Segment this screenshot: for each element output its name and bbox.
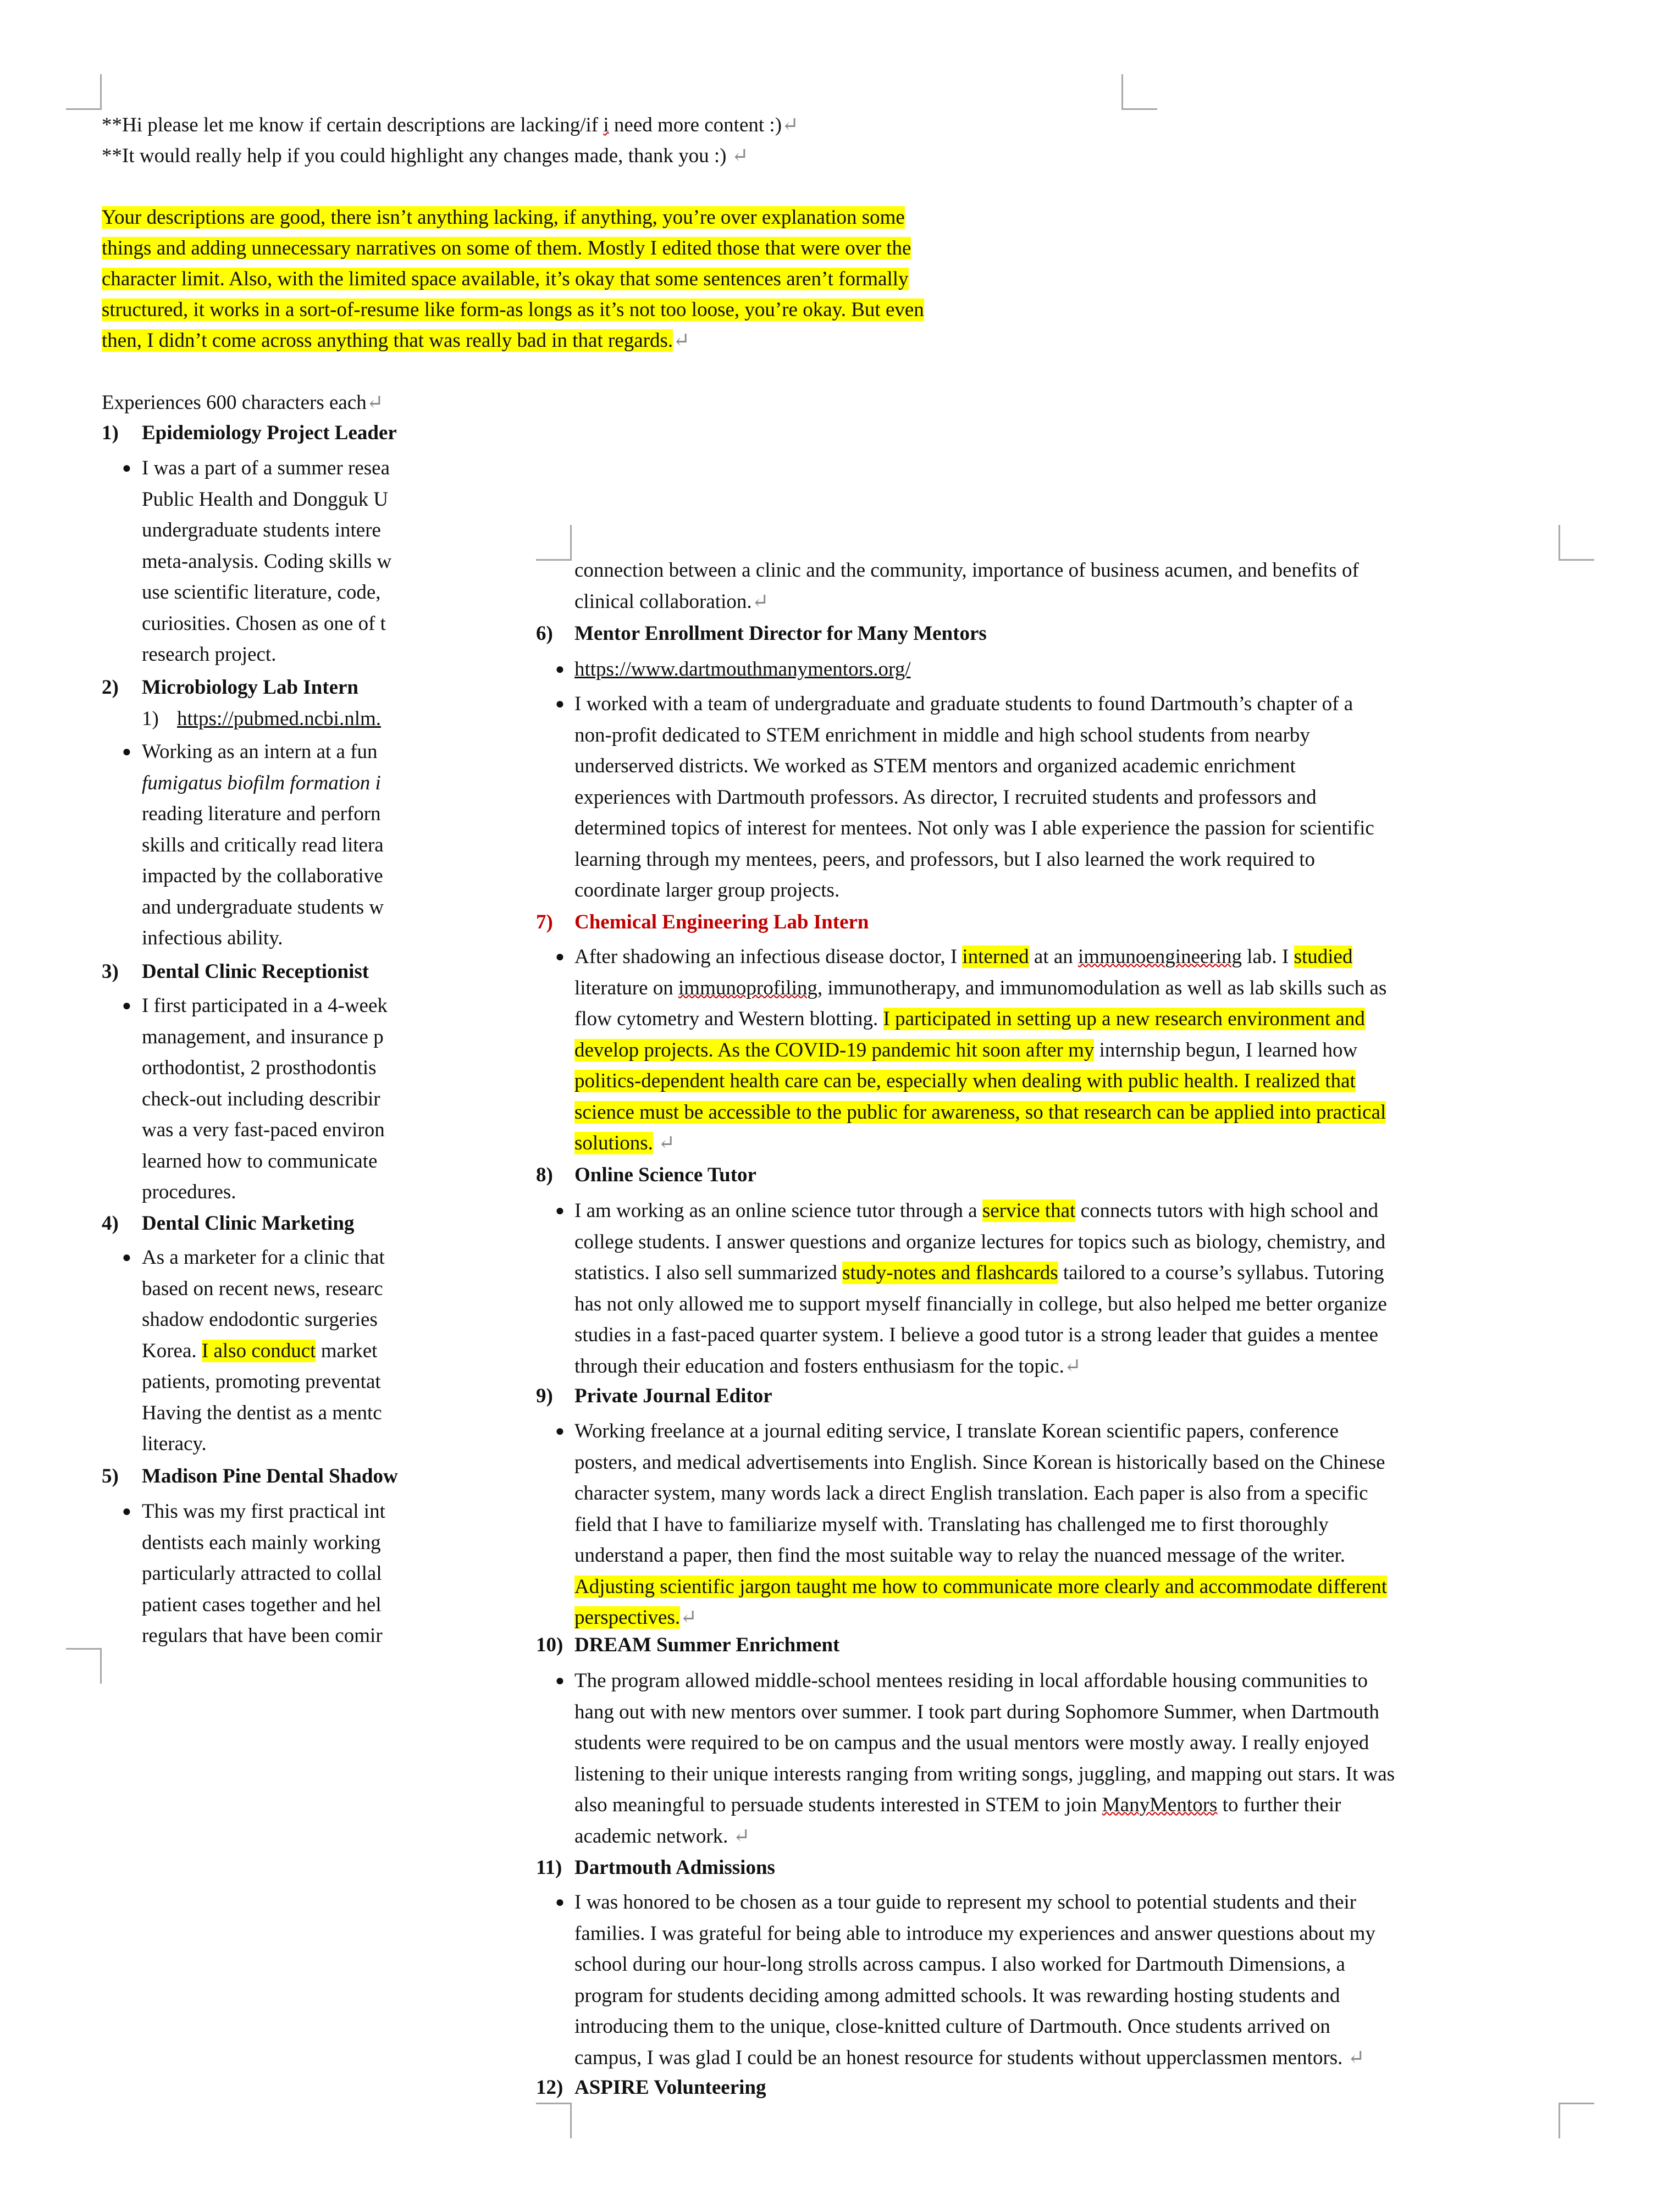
crop-mark-top-left [66,74,102,110]
item-5-text: This was my first practical int dentists each mainly working particularly attracted to collal patient cases together and hel regulars that have been comir [142,1500,385,1647]
item-8-title: Online Science Tutor [574,1164,756,1186]
item-11-number: 11) [536,1856,562,1879]
bullet-icon: ● [555,661,565,678]
item-6-number: 6) [536,622,553,645]
feedback-line-2: things and adding unnecessary narratives on some of them. Mostly I edited those that were over the [102,237,911,259]
item-7-number: 7) [536,911,553,933]
feedback-line-3: character limit. Also, with the limited space available, it’s okay that some sentences aren’t formally [102,268,909,290]
bullet-icon: ● [122,460,131,477]
bullet-icon: ● [555,1672,565,1689]
item-2-sub-number: 1) [142,707,159,730]
section-title: Experiences 600 characters each↵ [102,391,384,414]
item-7-text: After shadowing an infectious disease doctor, I interned at an immunoengineering lab. I studied literature on immunoprofiling, immunotherapy, and immunomodulation as well as lab skills such as flow cytometry and Western blotting. I participated in setting up a new research environment and develop projects. As the COVID-19 pandemic hit soon after my internship begun, I learned how politics-dependent health care can be, especially when dealing with public health. I realized that science must be accessible to the public for awareness, so that research can be applied into practical solutions. ↵ [574,945,1387,1154]
item-5-number: 5) [102,1465,119,1487]
bullet-icon: ● [122,1503,131,1520]
bullet-icon: ● [555,1423,565,1440]
item-9-title: Private Journal Editor [574,1385,772,1407]
feedback-line-1: Your descriptions are good, there isn’t anything lacking, if anything, you’re over explanation some [102,206,905,229]
bullet-icon: ● [555,695,565,712]
note-line-2: **It would really help if you could highlight any changes made, thank you :) ↵ [102,145,749,167]
item-8-text: I am working as an online science tutor through a service that connects tutors with high school and college students. I answer questions and organize lectures for topics such as biology, chemistry, and statistics. I also sell summarized study-notes and flashcards tailored to a course’s syllabus. Tutoring has not only allowed me to support myself financially in college, but also helped me better organize studies in a fast-paced quarter system. I believe a good tutor is a strong leader that guides a mentee through their education and fosters enthusiasm for the topic.↵ [574,1199,1387,1378]
item-3-text: I first participated in a 4-week management, and insurance p orthodontist, 2 prosthodontis check-out including describir was a very fast-paced environ learned how to communicate procedures. [142,994,388,1203]
item-1-number: 1) [102,422,119,444]
item-12-number: 12) [536,2076,563,2099]
item-11-title: Dartmouth Admissions [574,1856,775,1879]
item-1-title: Epidemiology Project Leader [142,422,397,444]
item-10-text: The program allowed middle-school mentees residing in local affordable housing communities to hang out with new mentors over summer. I took part during Sophomore Summer, when Dartmouth students were required to be on campus and the usual mentors were mostly away. I really enjoyed listening to their unique interests ranging from writing songs, juggling, and mapping out stars. It was also meaningful to persuade students interested in STEM to join ManyMentors to further their academic network. ↵ [574,1669,1395,1848]
item-3-title: Dental Clinic Receptionist [142,960,369,983]
bullet-icon: ● [555,1202,565,1219]
item-8-number: 8) [536,1164,553,1186]
feedback-line-4: structured, it works in a sort-of-resume like form-as longs as it’s not too loose, you’re okay. But even [102,298,924,321]
note-line-1: **Hi please let me know if certain descriptions are lacking/if i need more content :)↵ [102,114,799,136]
item-6-text: I worked with a team of undergraduate and graduate students to found Dartmouth’s chapter of a non-profit dedicated to STEM enrichment in middle and high school students from nearby underserved districts. We worked as STEM mentors and organized academic enrichment experiences with Dartmouth professors. As director, I recruited students and professors and determined topics of interest for mentees. Not only was I able experience the passion for scientific learning through my mentees, peers, and professors, but I also learned the work required to coordinate larger group projects. [574,693,1374,902]
bullet-icon: ● [555,1894,565,1911]
crop-mark-bottom-right [1559,2103,1594,2138]
crop-mark-top-right [1559,525,1594,561]
item-2-text: Working as an intern at a fun fumigatus biofilm formation i reading literature and perforn skills and critically read litera impacted by the collaborative and undergraduate students w infectious ability. [142,740,384,949]
crop-mark-top-right [1121,74,1157,110]
crop-mark-top-left [536,525,572,561]
item-6-title: Mentor Enrollment Director for Many Mentors [574,622,987,645]
item-3-number: 3) [102,960,119,983]
item-4-title: Dental Clinic Marketing [142,1212,355,1235]
item-4-number: 4) [102,1212,119,1235]
item-2-link[interactable]: https://pubmed.ncbi.nlm. [177,707,382,730]
crop-mark-bottom-left [66,1648,102,1684]
bullet-icon: ● [122,997,131,1014]
item-9-text: Working freelance at a journal editing service, I translate Korean scientific papers, conference posters, and medical advertisements into English. Since Korean is historically based on the Chinese character system, many words lack a direct English translation. Each paper is also from a specific field that I have to familiarize myself with. Translating has challenged me to first thoroughly understand a paper, then find the most suitable way to relay the nuanced message of the writer. Adjusting scientific jargon taught me how to communicate more clearly and accommodate different perspectives.↵ [574,1420,1388,1629]
continuation-text: connection between a clinic and the community, importance of business acumen, and benefits of clinical collaboration.↵ [574,559,1359,613]
item-9-number: 9) [536,1385,553,1407]
item-1-text: I was a part of a summer resea Public Health and Dongguk U undergraduate students intere meta-analysis. Coding skills w use scientific literature, code, curiosities. Chosen as one of t research project. [142,457,392,666]
bullet-icon: ● [555,948,565,965]
item-2-number: 2) [102,676,119,699]
item-5-title: Madison Pine Dental Shadow [142,1465,398,1487]
feedback-line-5: then, I didn’t come across anything that was really bad in that regards.↵ [102,329,690,352]
item-11-text: I was honored to be chosen as a tour guide to represent my school to potential students and their families. I was grateful for being able to introduce my experiences and answer questions about my school during our hour-long strolls across campus. I also worked for Dartmouth Dimensions, a program for students deciding among admitted schools. It was rewarding hosting students and introducing them to the unique, close-knitted culture of Dartmouth. Once students arrived on campus, I was glad I could be an honest resource for students without upperclassmen mentors. ↵ [574,1891,1375,2069]
item-7-title: Chemical Engineering Lab Intern [574,911,869,933]
item-10-title: DREAM Summer Enrichment [574,1634,840,1656]
bullet-icon: ● [122,743,131,760]
crop-mark-bottom-left [536,2103,572,2138]
item-2-title: Microbiology Lab Intern [142,676,358,699]
bullet-icon: ● [122,1249,131,1266]
item-10-number: 10) [536,1634,563,1656]
item-12-title: ASPIRE Volunteering [574,2076,766,2099]
item-4-text: As a marketer for a clinic that based on recent news, researc shadow endodontic surgeries Korea. I also conduct market patients, promoting preventat Having the dentist as a mentc literacy. [142,1246,385,1455]
item-6-link[interactable]: https://www.dartmouthmanymentors.org/ [574,658,911,681]
